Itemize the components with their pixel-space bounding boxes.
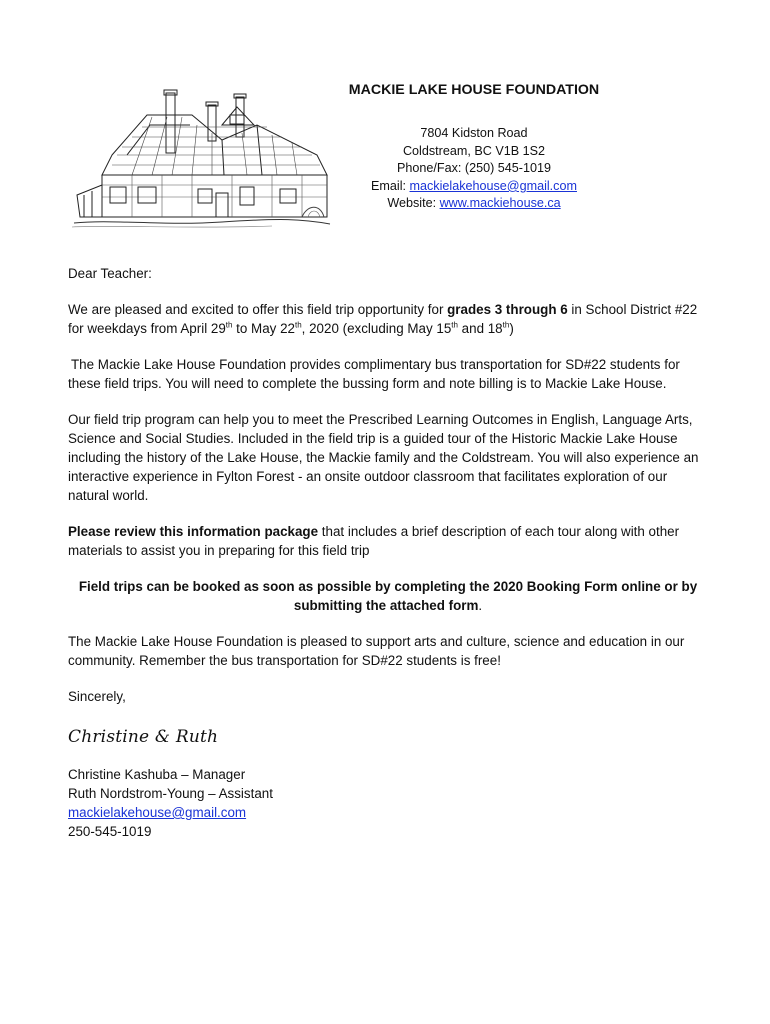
contact-email-link[interactable]: mackielakehouse@gmail.com [68, 805, 247, 820]
p1-text-c: to May 22 [232, 321, 295, 336]
paragraph-review [68, 522, 708, 560]
email-line [344, 178, 604, 196]
signer-assistant: Ruth Nordstrom-Young – Assistant [68, 786, 273, 801]
review-rest: that includes a brief description of each tour along with other materials to assist you in preparing for this field trip [68, 524, 680, 558]
address-street: 7804 Kidston Road [420, 126, 528, 140]
contact-email-line [68, 803, 708, 822]
letterhead [344, 82, 604, 213]
booking-bold: Field trips can be booked as soon as possible by completing the 2020 Booking Form online or by submitting the attached form [78, 579, 698, 613]
paragraph-bus: The Mackie Lake House Foundation provides complimentary bus transportation for SD#22 students for these field trips. You will need to complete the bussing form and note billing is to Mackie Lake House. [68, 357, 680, 391]
website-link[interactable]: www.mackiehouse.ca [439, 196, 561, 211]
p1-text-b: in School District #22 for weekdays from April 29 [68, 302, 698, 336]
paragraph-booking [68, 577, 708, 615]
contact-phone: 250-545-1019 [68, 824, 152, 839]
phone-fax: Phone/Fax: (250) 545-1019 [396, 161, 552, 176]
p1-text-f: ) [509, 321, 514, 336]
p1-sup-4: th [502, 320, 510, 330]
letter-body [68, 264, 708, 841]
signature: Christine & Ruth [68, 727, 219, 747]
p1-grades: grades 3 through 6 [447, 302, 568, 317]
paragraph-dates [68, 300, 708, 338]
p1-sup-2: th [294, 320, 302, 330]
booking-end: . [478, 598, 483, 613]
p1-sup-1: th [225, 320, 233, 330]
organization-title: MACKIE LAKE HOUSE FOUNDATION [348, 82, 600, 98]
email-link[interactable]: mackielakehouse@gmail.com [409, 178, 577, 193]
paragraph-program: Our field trip program can help you to meet the Prescribed Learning Outcomes in English, Language Arts, Science and Social Studies. Included in the field trip is a guided tour of the Historic Mackie Lake House including the history of the Lake House, the Mackie family and the Coldstream. You will also experience an interactive experience in Fylton Forest - an onsite outdoor classroom that facilitates exploration of our natural world. [68, 412, 699, 503]
p1-text-d: , 2020 (excluding May 15 [301, 321, 452, 336]
p1-sup-3: th [451, 320, 458, 330]
website-line [344, 195, 604, 213]
closing: Sincerely, [68, 689, 126, 704]
p1-text-e: and 18 [457, 321, 503, 336]
house-sketch-image [72, 85, 334, 230]
p1-text-a: We are pleased and excited to offer this field trip opportunity for [68, 302, 448, 317]
email-label: Email: [371, 178, 410, 193]
salutation: Dear Teacher: [68, 266, 152, 281]
website-label: Website: [387, 196, 440, 211]
address-city: Coldstream, BC V1B 1S2 [402, 143, 546, 158]
signer-manager: Christine Kashuba – Manager [68, 767, 246, 782]
review-bold: Please review this information package [68, 524, 319, 539]
paragraph-support: The Mackie Lake House Foundation is pleased to support arts and culture, science and education in our community. Remember the bus transportation for SD#22 students is free! [68, 634, 685, 668]
